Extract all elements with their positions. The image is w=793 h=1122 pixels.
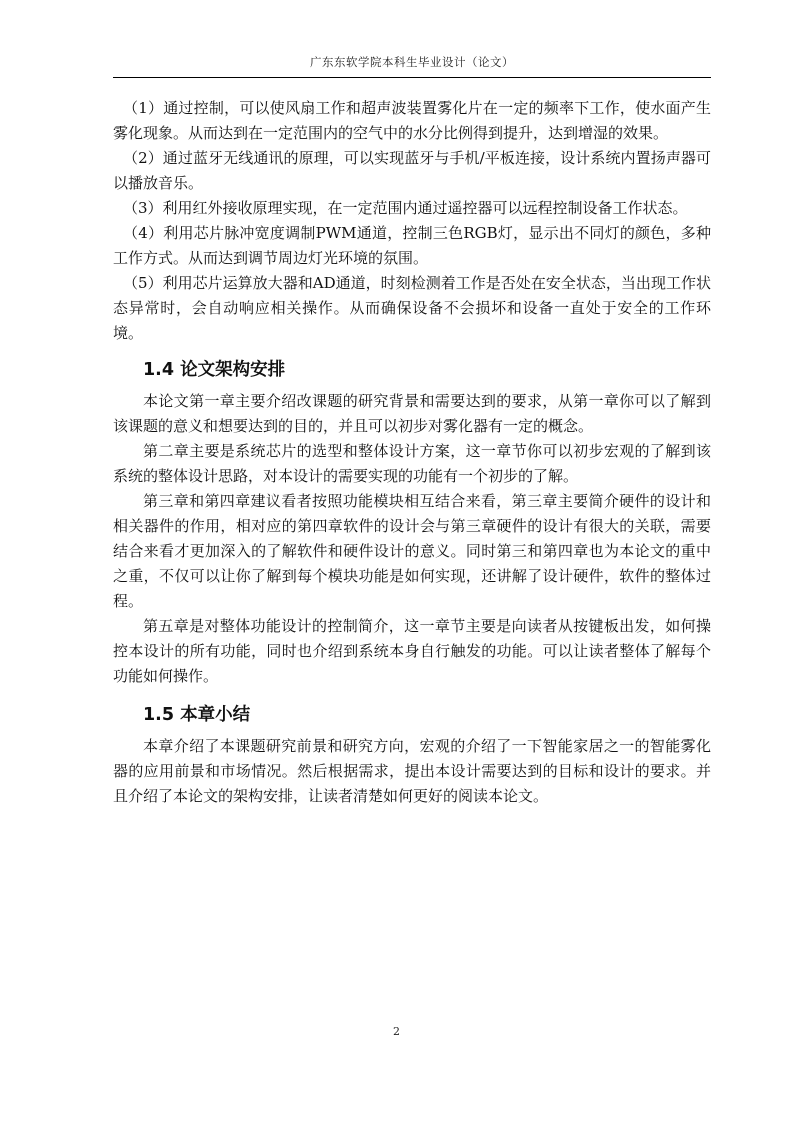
page-number: 2 [393,1025,400,1038]
page-body [113,96,711,809]
list-item-4: （4）利用芯片脉冲宽度调制PWM通道，控制三色RGB灯，显示出不同灯的颜色，多种工作方式。从而达到调节周边灯光环境的氛围。 [113,224,711,267]
list-item-5: （5）利用芯片运算放大器和AD通道，时刻检测着工作是否处在安全状态，当出现工作状态异常时，会自动响应相关操作。从而确保设备不会损坏和设备一直处于安全的工作环境。 [113,274,711,342]
paragraph: 第五章是对整体功能设计的控制简介，这一章节主要是向读者从按键板出发，如何操控本设计的所有功能，同时也介绍到系统本身自行触发的功能。可以让读者整体了解每个功能如何操作。 [113,617,711,685]
list-item-3: （3）利用红外接收原理实现，在一定范围内通过遥控器可以远程控制设备工作状态。 [123,199,688,217]
paragraph: 本章介绍了本课题研究前景和研究方向，宏观的介绍了一下智能家居之一的智能雾化器的应用前景和市场情况。然后根据需求，提出本设计需要达到的目标和设计的要求。并且介绍了本论文的架构安排，让读者清楚如何更好的阅读本论文。 [113,737,711,805]
list-item-1: （1）通过控制，可以使风扇工作和超声波装置雾化片在一定的频率下工作，使水面产生雾化现象。从而达到在一定范围内的空气中的水分比例得到提升，达到增湿的效果。 [113,99,711,142]
header-divider [113,77,711,78]
page-header: 广东东软学院本科生毕业设计（论文） [310,55,514,69]
section-heading-1-4: 1.4 论文架构安排 [143,360,286,380]
paragraph: 第二章主要是系统芯片的选型和整体设计方案，这一章节你可以初步宏观的了解到该系统的整体设计思路，对本设计的需要实现的功能有一个初步的了解。 [113,442,711,485]
section-heading-1-5: 1.5 本章小结 [143,705,251,725]
list-item-2: （2）通过蓝牙无线通讯的原理，可以实现蓝牙与手机/平板连接，设计系统内置扬声器可以播放音乐。 [113,149,711,192]
paragraph: 本论文第一章主要介绍改课题的研究背景和需要达到的要求，从第一章你可以了解到该课题的意义和想要达到的目的，并且可以初步对雾化器有一定的概念。 [113,392,711,435]
paragraph: 第三章和第四章建议看者按照功能模块相互结合来看，第三章主要简介硬件的设计和相关器件的作用，相对应的第四章软件的设计会与第三章硬件的设计有很大的关联，需要结合来看才更加深入的了解软件和硬件设计的意义。同时第三和第四章也为本论文的重中之重，不仅可以让你了解到每个模块功能是如何实现，还讲解了设计硬件，软件的整体过程。 [113,492,711,610]
